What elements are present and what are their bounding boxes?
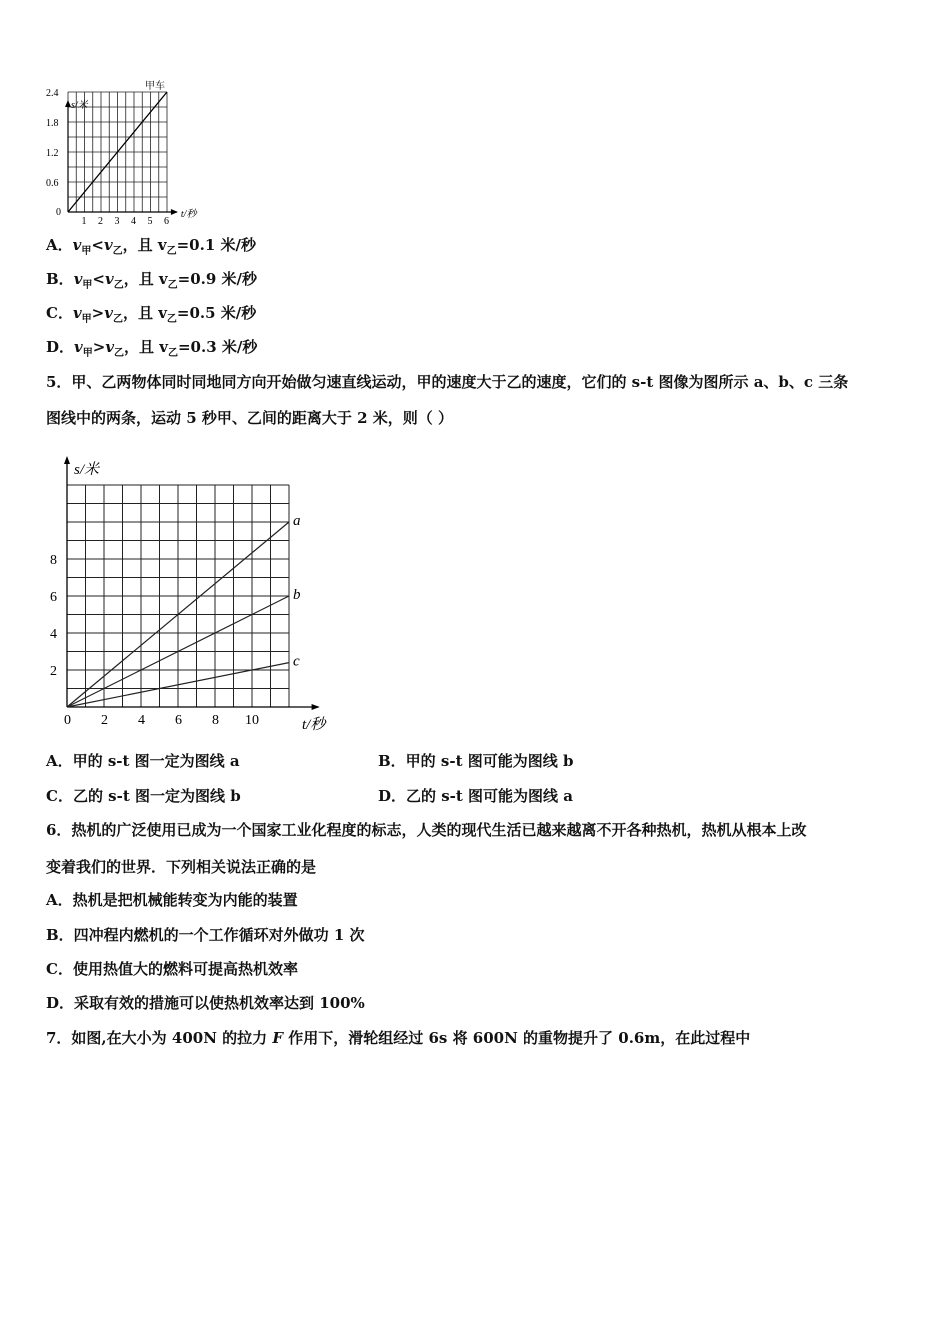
q4-option-b[interactable]: B．$v_甲<v_乙$，且 $v_乙=0.9$ 米/秒 bbox=[46, 270, 258, 291]
x-tick-label: 8 bbox=[212, 713, 219, 728]
x-axis-arrow bbox=[171, 209, 178, 215]
x-tick-label: 6 bbox=[175, 713, 182, 728]
q6-option-a[interactable]: A．热机是把机械能转变为内能的装置 bbox=[46, 891, 298, 909]
q6-stem-line1: 6．热机的广泛使用已成为一个国家工业化程度的标志，人类的现代生活已越来越离不开各种热机，热机从根本上改 bbox=[46, 821, 807, 839]
q7-stem: 7．如图,在大小为 400N 的拉力 F 作用下，滑轮组经过 6s 将 600N 的重物提升了 0.6m，在此过程中 bbox=[46, 1029, 751, 1047]
x-tick-label: 5 bbox=[147, 216, 153, 227]
series-label-c: c bbox=[293, 653, 300, 670]
x-axis-arrow bbox=[312, 704, 320, 710]
y-tick-label: 1.2 bbox=[46, 148, 59, 159]
y-axis-arrow bbox=[64, 456, 70, 464]
q6-option-c[interactable]: C．使用热值大的燃料可提高热机效率 bbox=[46, 960, 298, 978]
y-tick-label: 6 bbox=[50, 590, 57, 605]
q6-stem-line2: 变着我们的世界．下列相关说法正确的是 bbox=[46, 858, 317, 876]
chart-abc-lines bbox=[42, 452, 332, 742]
x-tick-label: 2 bbox=[101, 713, 108, 728]
q6-option-d[interactable]: D．采取有效的措施可以使热机效率达到 100% bbox=[46, 994, 365, 1012]
y-tick-label: 2.4 bbox=[46, 88, 59, 99]
x-tick-label: 10 bbox=[245, 713, 259, 728]
q5-option-b[interactable]: B．甲的 s-t 图可能为图线 b bbox=[378, 752, 574, 770]
q5-option-d[interactable]: D．乙的 s-t 图可能为图线 a bbox=[378, 787, 573, 805]
q4-option-c[interactable]: C．$v_甲>v_乙$，且 $v_乙=0.5$ 米/秒 bbox=[46, 304, 257, 325]
y-tick-label: 1.8 bbox=[46, 118, 59, 129]
x-tick-label: 0 bbox=[56, 207, 61, 218]
y-tick-label: 8 bbox=[50, 553, 57, 568]
x-axis-label: t/秒 bbox=[180, 209, 197, 220]
chart-jia-car bbox=[40, 81, 215, 227]
q5-stem-line1: 5．甲、乙两物体同时同地同方向开始做匀速直线运动，甲的速度大于乙的速度，它们的 s-t 图像为图所示 a、b、c 三条 bbox=[46, 373, 849, 391]
q5-option-c[interactable]: C．乙的 s-t 图一定为图线 b bbox=[46, 787, 241, 805]
series-label-b: b bbox=[293, 587, 301, 603]
x-tick-label: 3 bbox=[114, 216, 120, 227]
y-axis-label: s/米 bbox=[71, 100, 88, 111]
y-tick-label: 0.6 bbox=[46, 178, 59, 189]
y-tick-label: 2 bbox=[50, 664, 57, 679]
x-tick-label: 4 bbox=[131, 216, 136, 227]
x-axis-label: t/秒 bbox=[301, 717, 326, 733]
y-tick-label: 4 bbox=[50, 627, 57, 642]
q6-option-b[interactable]: B．四冲程内燃机的一个工作循环对外做功 1 次 bbox=[46, 926, 365, 944]
series-label-a: a bbox=[293, 513, 301, 529]
x-tick-label: 1 bbox=[81, 216, 87, 227]
q5-option-a[interactable]: A．甲的 s-t 图一定为图线 a bbox=[46, 752, 240, 770]
x-tick-label: 2 bbox=[98, 216, 103, 227]
y-axis-label: s/米 bbox=[74, 462, 100, 478]
x-tick-label: 6 bbox=[164, 216, 169, 227]
x-tick-label: 4 bbox=[138, 713, 145, 728]
q5-stem-line2: 图线中的两条，运动 5 秒甲、乙间的距离大于 2 米，则（ ） bbox=[46, 409, 453, 427]
q4-option-a[interactable]: A．$v_甲<v_乙$，且 $v_乙=0.1$ 米/秒 bbox=[46, 236, 256, 257]
q4-option-d[interactable]: D．$v_甲>v_乙$，且 $v_乙=0.3$ 米/秒 bbox=[46, 338, 258, 359]
x-tick-label: 0 bbox=[64, 713, 71, 728]
series-label: 甲车 bbox=[145, 81, 165, 92]
